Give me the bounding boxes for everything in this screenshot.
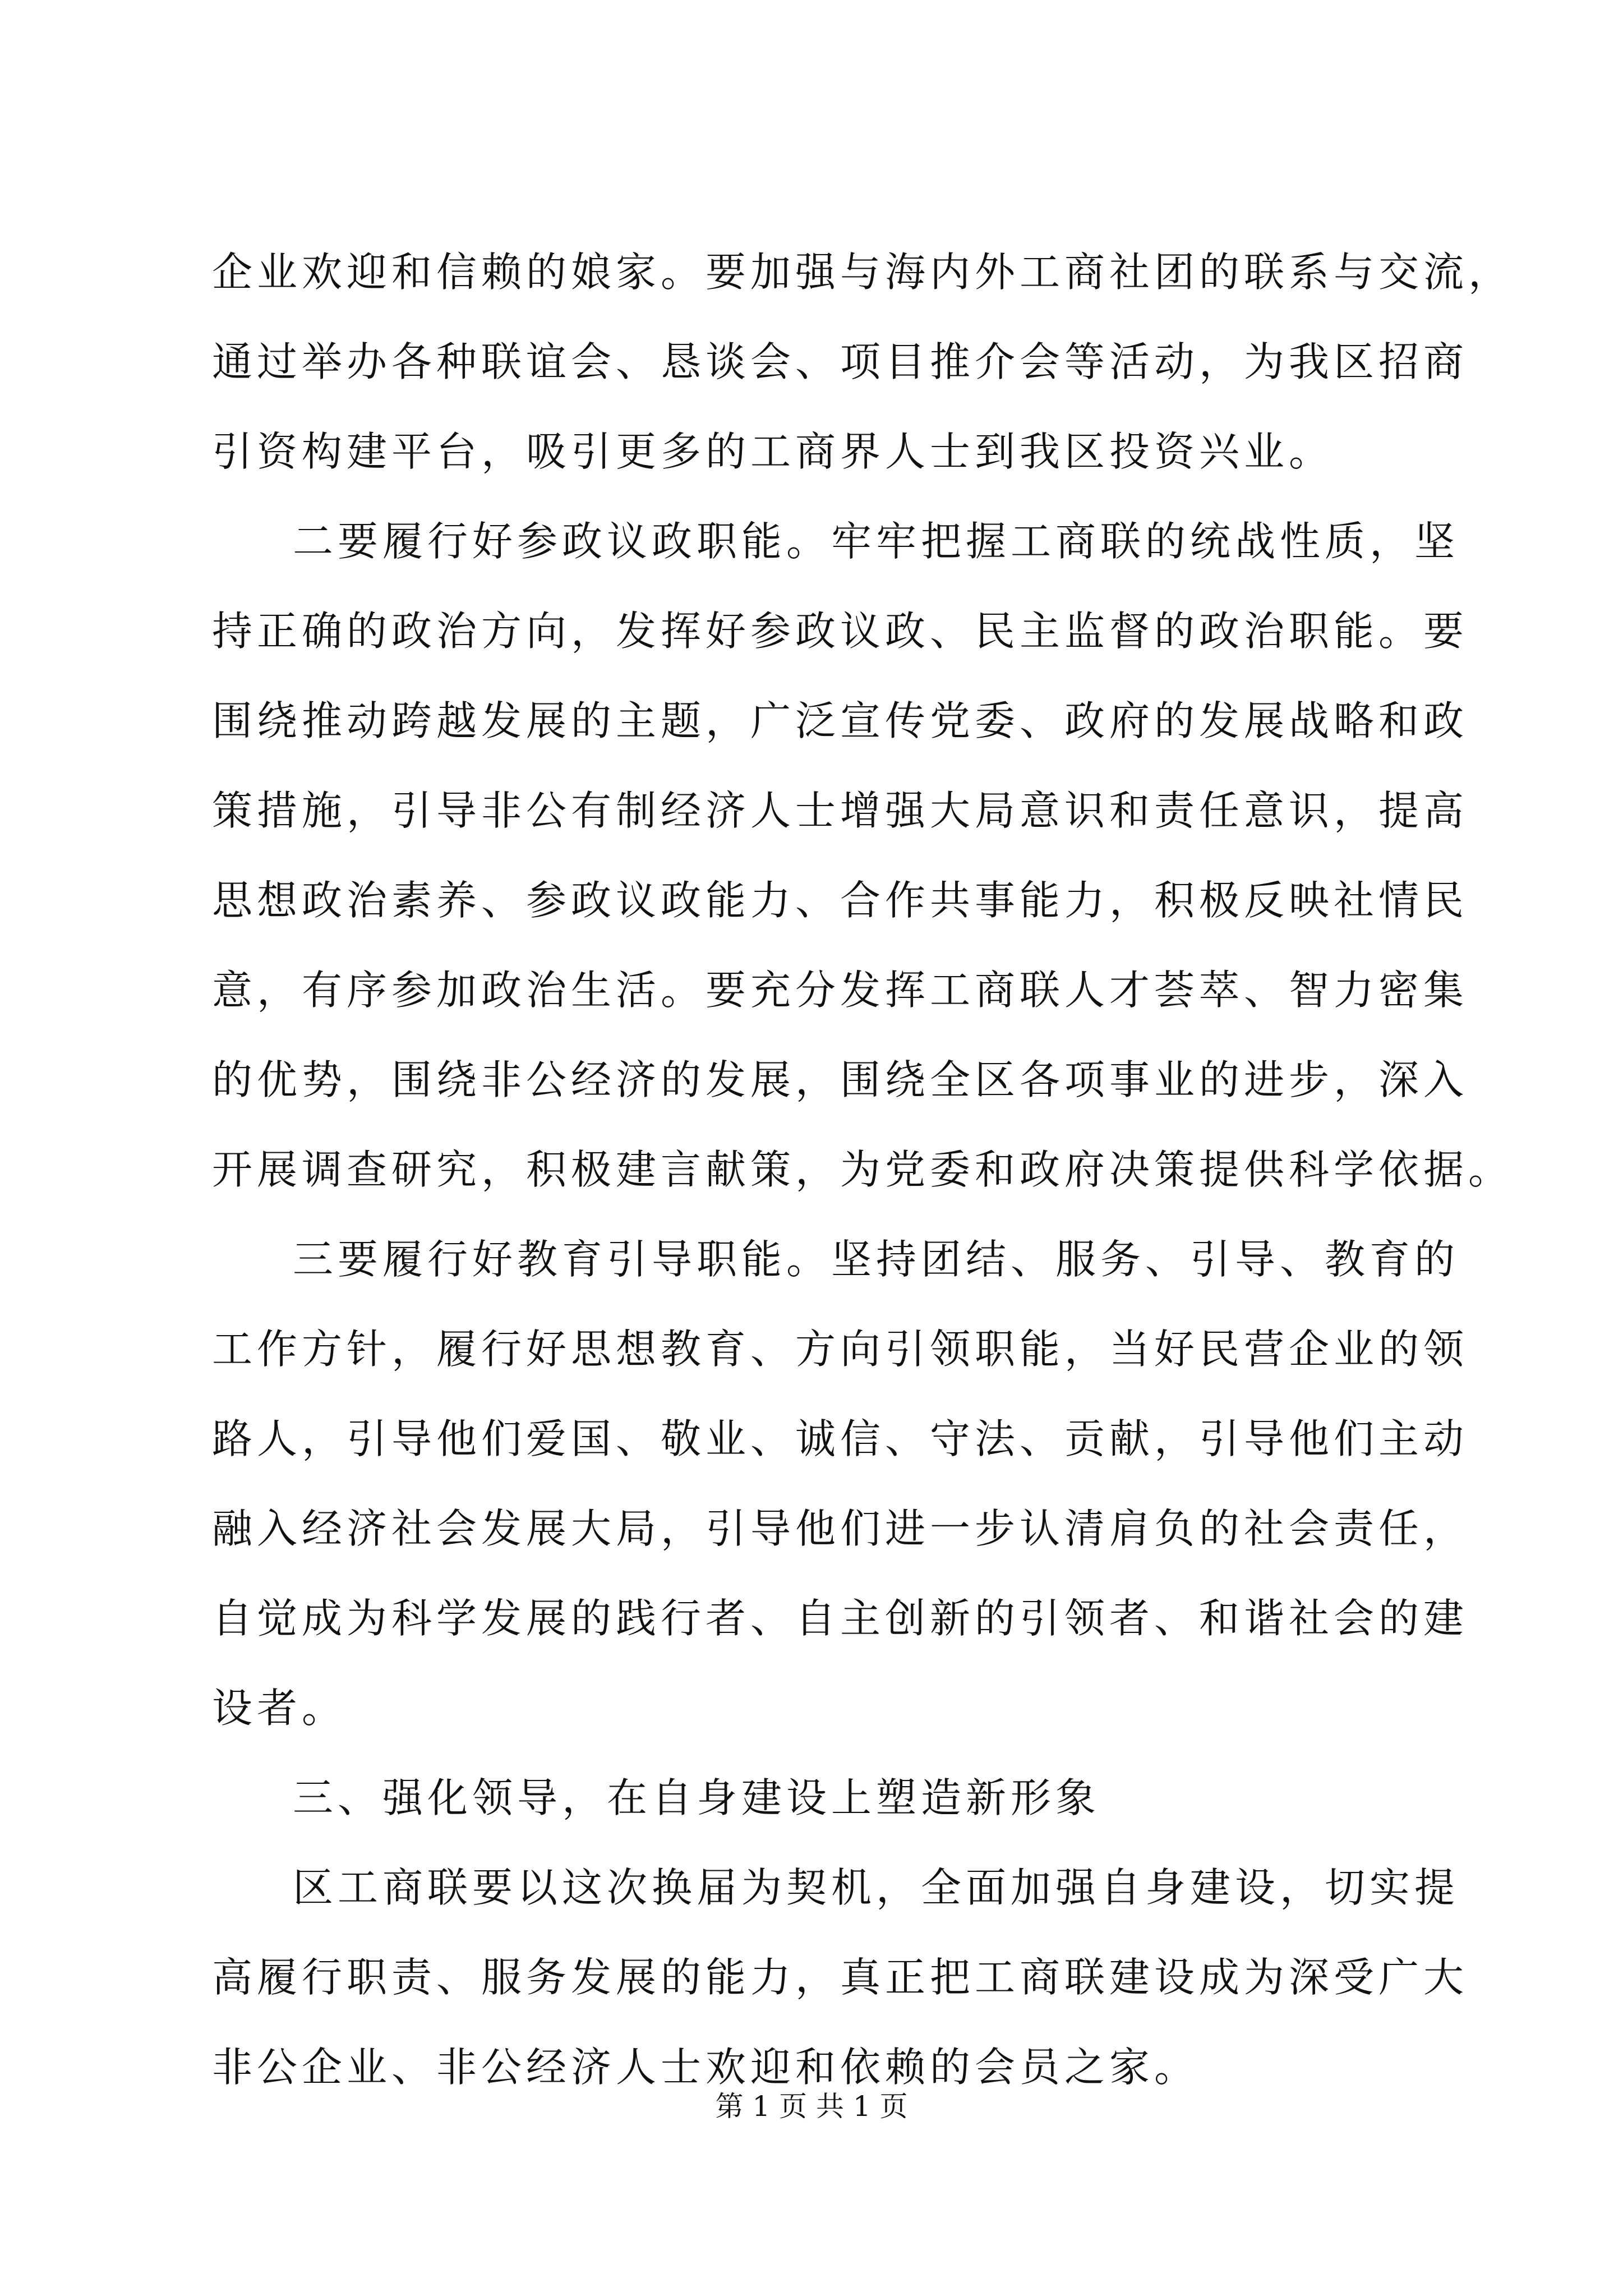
text-line: 通过举办各种联谊会、恳谈会、项目推介会等活动，为我区招商 bbox=[212, 338, 1469, 385]
text-line: 策措施，引导非公有制经济人士增强大局意识和责任意识，提高 bbox=[212, 787, 1469, 834]
text-line: 路人，引导他们爱国、敬业、诚信、守法、贡献，引导他们主动 bbox=[212, 1415, 1469, 1462]
text-line: 企业欢迎和信赖的娘家。要加强与海内外工商社团的联系与交流， bbox=[212, 249, 1514, 296]
text-line: 开展调查研究，积极建言献策，为党委和政府决策提供科学依据。 bbox=[212, 1146, 1514, 1193]
text-line: 的优势，围绕非公经济的发展，围绕全区各项事业的进步，深入 bbox=[212, 1056, 1469, 1103]
text-line: 二要履行好参政议政职能。牢牢把握工商联的统战性质，坚 bbox=[293, 518, 1460, 565]
text-line: 三要履行好教育引导职能。坚持团结、服务、引导、教育的 bbox=[293, 1236, 1460, 1283]
page-footer: 第 1 页 共 1 页 bbox=[715, 2090, 908, 2123]
text-line: 持正确的政治方向，发挥好参政议政、民主监督的政治职能。要 bbox=[212, 608, 1469, 655]
text-line: 围绕推动跨越发展的主题，广泛宣传党委、政府的发展战略和政 bbox=[212, 697, 1469, 744]
text-line: 设者。 bbox=[212, 1685, 347, 1732]
text-line: 工作方针，履行好思想教育、方向引领职能，当好民营企业的领 bbox=[212, 1326, 1469, 1373]
text-line: 高履行职责、服务发展的能力，真正把工商联建设成为深受广大 bbox=[212, 1954, 1469, 2001]
text-line: 区工商联要以这次换届为契机，全面加强自身建设，切实提 bbox=[293, 1864, 1460, 1911]
text-line: 非公企业、非公经济人士欢迎和依赖的会员之家。 bbox=[212, 2044, 1200, 2091]
text-line: 思想政治素养、参政议政能力、合作共事能力，积极反映社情民 bbox=[212, 877, 1469, 924]
section-heading: 三、强化领导，在自身建设上塑造新形象 bbox=[293, 1774, 1101, 1821]
text-line: 自觉成为科学发展的践行者、自主创新的引领者、和谐社会的建 bbox=[212, 1595, 1469, 1642]
text-line: 融入经济社会发展大局，引导他们进一步认清肩负的社会责任， bbox=[212, 1505, 1469, 1552]
text-line: 意，有序参加政治生活。要充分发挥工商联人才荟萃、智力密集 bbox=[212, 967, 1469, 1014]
text-line: 引资构建平台，吸引更多的工商界人士到我区投资兴业。 bbox=[212, 428, 1334, 475]
